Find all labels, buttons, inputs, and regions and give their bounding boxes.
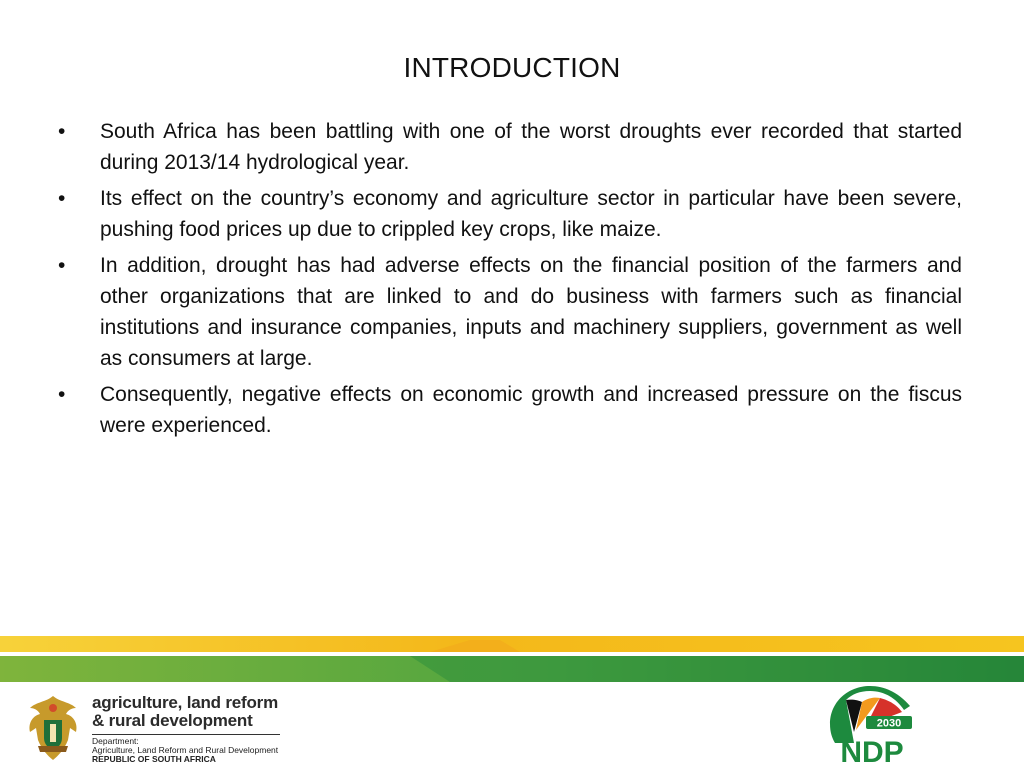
- bullet-item: [56, 250, 962, 374]
- bullet-item: [56, 116, 962, 178]
- bullet-dot: •: [58, 120, 66, 143]
- bullet-text: In addition, drought has had adverse effects on the financial position of the farmers and other organizations that are linked to and do business with farmers such as financial institutions and insurance companies, inputs and machinery suppliers, government as well as consumers at large.: [100, 254, 962, 370]
- bullet-item: [56, 183, 962, 245]
- department-full-name: Agriculture, Land Reform and Rural Development: [92, 745, 279, 755]
- slide-title: INTRODUCTION: [403, 52, 621, 83]
- bullet-dot: •: [58, 383, 66, 406]
- department-label: Department:: [92, 736, 139, 746]
- white-gap: [0, 652, 1024, 656]
- footer-band-graphic: [0, 636, 1024, 684]
- green-shade: [410, 656, 1024, 682]
- ndp-year: 2030: [876, 717, 902, 730]
- ndp-2030-logo: [822, 682, 918, 766]
- bullet-text: South Africa has been battling with one of the worst droughts ever recorded that started during 2013/14 hydrological year.: [100, 120, 962, 174]
- department-name: [92, 694, 278, 730]
- department-logo: [22, 694, 292, 764]
- coat-of-arms-icon: [22, 694, 84, 762]
- department-name-line2: & rural development: [92, 711, 253, 730]
- bullet-dot: •: [58, 254, 66, 277]
- bullet-text: Its effect on the country’s economy and agriculture sector in particular have been severe, pushing food prices up due to crippled key crops, like maize.: [100, 187, 962, 241]
- republic-label: REPUBLIC OF SOUTH AFRICA: [92, 754, 216, 764]
- bullet-list: [56, 116, 962, 446]
- department-subtitle: [92, 737, 278, 764]
- department-divider: [92, 734, 280, 735]
- bullet-item: [56, 379, 962, 441]
- ndp-text: NDP: [840, 736, 904, 766]
- footer-color-band: [0, 636, 1024, 684]
- bullet-text: Consequently, negative effects on economic growth and increased pressure on the fiscus were experienced.: [100, 383, 962, 437]
- department-name-line1: agriculture, land reform: [92, 693, 279, 712]
- bullet-dot: •: [58, 187, 66, 210]
